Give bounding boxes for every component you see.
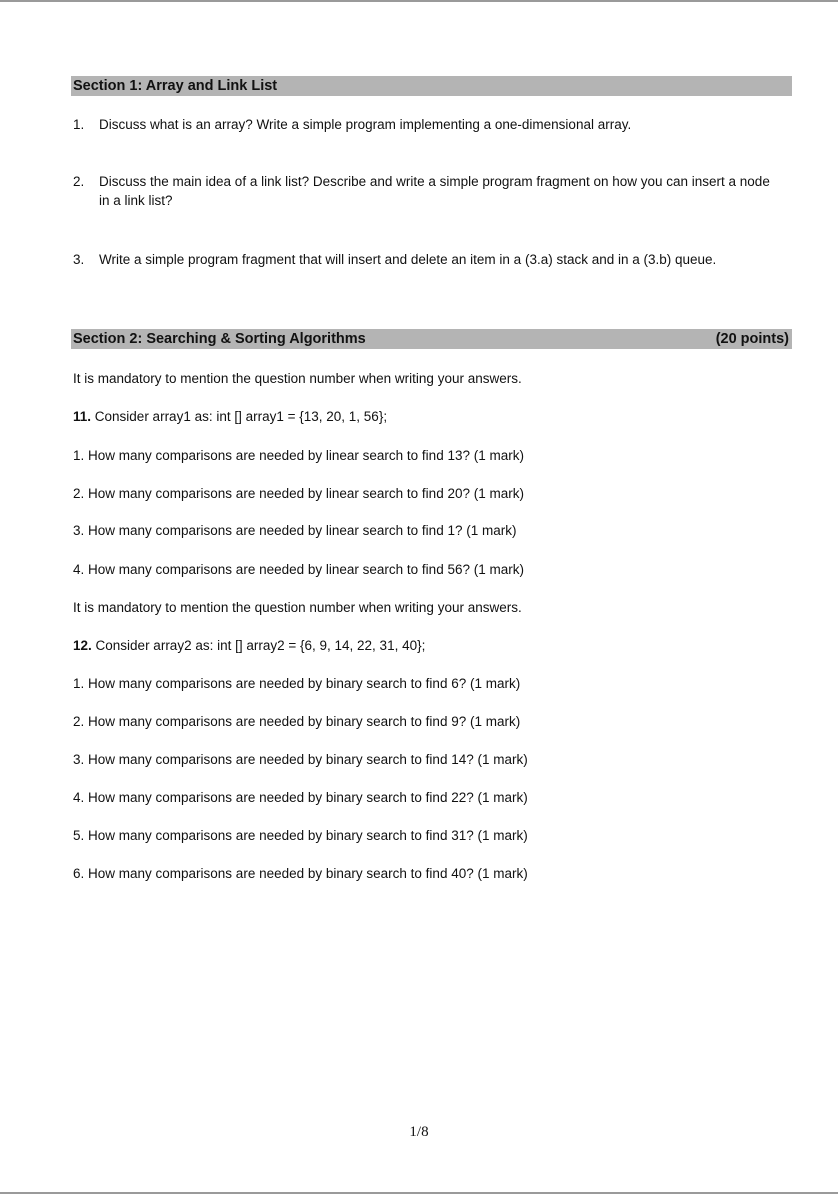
- question-number: 3.: [73, 252, 85, 267]
- mandatory-note: It is mandatory to mention the question number when writing your answers.: [73, 600, 522, 615]
- question-text: Discuss the main idea of a link list? Describe and write a simple program fragment on how you can insert a node in a link list?: [99, 174, 770, 208]
- question-text: Consider array1 as: int [] array1 = {13, 20, 1, 56};: [91, 409, 388, 424]
- section-1-question-2: [73, 172, 783, 210]
- section-1-question-1: [73, 115, 783, 134]
- page-bottom-edge: [0, 1192, 838, 1194]
- section-1-header: [71, 76, 792, 96]
- question-12-item: 4. How many comparisons are needed by binary search to find 22? (1 mark): [73, 790, 528, 805]
- section-2-points: (20 points): [715, 331, 789, 347]
- section-2-header: [71, 329, 792, 349]
- section-2-title: Section 2: Searching & Sorting Algorithms: [73, 331, 366, 347]
- question-12-item: 3. How many comparisons are needed by binary search to find 14? (1 mark): [73, 752, 528, 767]
- mandatory-note: It is mandatory to mention the question number when writing your answers.: [73, 371, 522, 386]
- question-11-item: 3. How many comparisons are needed by linear search to find 1? (1 mark): [73, 523, 517, 538]
- question-number: 2.: [73, 174, 85, 189]
- question-number: 1.: [73, 117, 85, 132]
- question-12-prompt: [73, 636, 425, 655]
- question-number: 12.: [73, 638, 92, 653]
- page-top-edge: [0, 0, 838, 2]
- question-11-item: 1. How many comparisons are needed by linear search to find 13? (1 mark): [73, 448, 524, 463]
- question-text: Consider array2 as: int [] array2 = {6, 9, 14, 22, 31, 40};: [91, 638, 426, 653]
- section-1-title: Section 1: Array and Link List: [73, 78, 278, 94]
- question-12-item: 1. How many comparisons are needed by binary search to find 6? (1 mark): [73, 676, 521, 691]
- question-text: Discuss what is an array? Write a simple program implementing a one-dimensional array.: [99, 117, 632, 132]
- question-text: Write a simple program fragment that will insert and delete an item in a (3.a) stack and in a (3.b) queue.: [99, 252, 717, 267]
- question-11-item: 2. How many comparisons are needed by linear search to find 20? (1 mark): [73, 486, 524, 501]
- question-12-item: 5. How many comparisons are needed by binary search to find 31? (1 mark): [73, 828, 528, 843]
- page-number: 1/8: [409, 1124, 429, 1140]
- question-11-prompt: [73, 407, 387, 426]
- section-1-question-3: [73, 250, 783, 269]
- question-11-item: 4. How many comparisons are needed by linear search to find 56? (1 mark): [73, 562, 524, 577]
- question-12-item: 2. How many comparisons are needed by binary search to find 9? (1 mark): [73, 714, 521, 729]
- question-number: 11.: [73, 409, 92, 424]
- question-12-item: 6. How many comparisons are needed by binary search to find 40? (1 mark): [73, 866, 528, 881]
